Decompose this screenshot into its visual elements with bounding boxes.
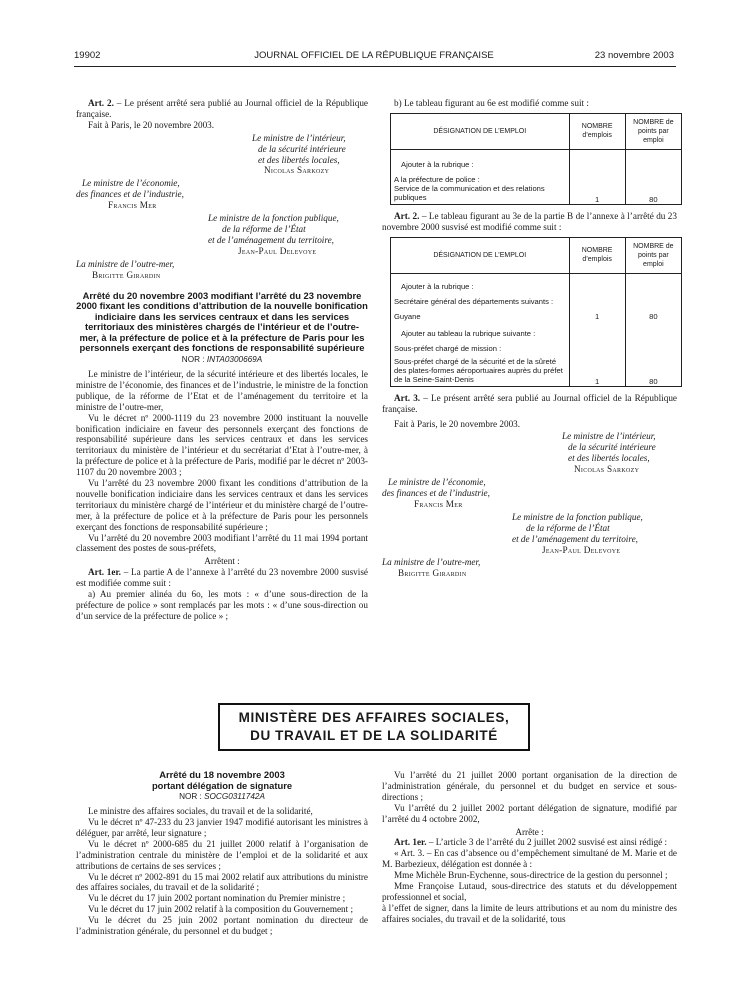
vu-paragraph: Vu le décret du 25 juin 2002 portant nomination du directeur de l’administration générale, du personnel et du budget ; <box>76 915 368 937</box>
table-row: Sous-préfet chargé de mission : <box>391 338 682 353</box>
col-header-emplois: NOMBRE d’emplois <box>569 113 625 149</box>
ministry-line-1: MINISTÈRE DES AFFAIRES SOCIALES, <box>238 710 510 725</box>
delegate-1: Mme Michèle Brun-Eychenne, sous-directrice de la gestion du personnel ; <box>394 870 668 881</box>
table-row: Sous-préfet chargé de la sécurité et de la sûreté des plates-formes aéroportuaires auprès du préfet de la Seine-Saint-Denis 1 80 <box>391 353 682 387</box>
arrete-title: Arrêté du 20 novembre 2003 modifiant l’arrêté du 23 novembre 2000 fixant les conditions d’attribution de la nouvelle bonification indiciaire dans les services centraux et dans les services territoriaux des ministères chargés de l’intérieur et de l’outre-mer, à la préfecture de police et à la préfecture de Paris pour les personnels exerçant des fonctions de responsabilité supérieure <box>76 289 368 354</box>
header-rule <box>74 66 676 67</box>
vu-paragraph: Vu l’arrêté du 21 juillet 2000 portant organisation de la direction de l’administration générale, du personnel et du budget en service et sous-directions ; <box>382 770 677 802</box>
art1-paragraph: Art. 1er. – L’article 3 de l’arrêté du 2 juillet 2002 susvisé est ainsi rédigé : <box>394 837 668 848</box>
preamble-paragraph: Le ministre des affaires sociales, du travail et de la solidarité, <box>88 806 313 817</box>
arretent: Arrêtent : <box>204 556 240 567</box>
col-header-points: NOMBRE de points par emploi <box>625 237 681 273</box>
nor-reference: NOR : INTA0300669A <box>181 355 263 365</box>
signature-interior: Le ministre de l’intérieur, de la sécurité intérieure et des libertés locales, Nicolas Sarkozy <box>252 132 346 176</box>
art3-paragraph: Art. 3. – Le présent arrêté sera publié au Journal officiel de la République française. <box>382 392 677 414</box>
table-row: Secrétaire général des départements suivants : <box>391 291 682 306</box>
point-a-paragraph: a) Au premier alinéa du 6o, les mots : « d’une sous-direction de la préfecture de police » sont remplacés par les mots : « d’une sous-direction ou d’un service de la préfecture de police » ; <box>76 589 368 621</box>
col-header-emplois: NOMBRE d’emplois <box>569 237 625 273</box>
header-date: 23 novembre 2003 <box>594 50 674 61</box>
running-header <box>74 50 674 66</box>
signature-interior: Le ministre de l’intérieur, de la sécurité intérieure et des libertés locales, Nicolas Sarkozy <box>562 431 656 475</box>
signature-fonction-publique: Le ministre de la fonction publique, de la réforme de l’État et de l’aménagement du territoire, Jean-Paul Delevoye <box>512 511 643 555</box>
vu-paragraph: Vu le décret nº 2000-1119 du 23 novembre 2000 instituant la nouvelle bonification indiciaire en faveur des personnels exerçant des fonctions de responsabilité supérieure dans les services centraux et dans les services territoriaux du ministère de l’intérieur et du secrétariat d’Etat à l’outre-mer, à la préfecture de police et à la préfecture de Paris, modifié par le décret nº 2003-1107 du 20 novembre 2003 ; <box>76 412 368 478</box>
point-b-paragraph: b) Le tableau figurant au 6e est modifié comme suit : <box>394 98 589 108</box>
right-column <box>382 98 677 579</box>
vu-paragraph: Vu l’arrêté du 23 novembre 2000 fixant les conditions d’attribution de la nouvelle bonification indiciaire dans les services centraux et dans les services territoriaux du ministère chargé de l’intérieur et du ministère chargé de l’outre-mer, à la préfecture de police et à la préfecture de Paris pour les personnels exerçant des fonctions de responsabilité supérieure ; <box>76 478 368 532</box>
page-number: 19902 <box>74 50 101 61</box>
employment-table-1 <box>390 113 682 205</box>
done-at: Fait à Paris, le 20 novembre 2003. <box>88 119 215 130</box>
nor-reference: NOR : SOCG0311742A <box>179 792 265 802</box>
col-header-designation: DÉSIGNATION DE L’EMPLOI <box>391 237 570 273</box>
preamble-paragraph: Le ministre de l’intérieur, de la sécurité intérieure et des libertés locales, le ministre de l’économie, des finances et de l’industrie, le ministre de la fonction publique, de la réforme de l’Etat et de l’aménagement du territoire et la ministre de l’outre-mer, <box>76 368 368 412</box>
signature-outremer: La ministre de l’outre-mer, Brigitte Girardin <box>382 557 481 579</box>
table-row: Service de la communication et des relations publiques 1 80 <box>391 184 682 205</box>
table-row: Ajouter au tableau la rubrique suivante : <box>391 321 682 338</box>
left-column <box>76 98 368 622</box>
vu-paragraph: Vu l’arrêté du 20 novembre 2003 modifiant l’arrêté du 11 mai 1994 portant classement des postes de sous-préfets, <box>76 532 368 554</box>
bottom-left-column <box>76 770 368 937</box>
col-header-designation: DÉSIGNATION DE L’EMPLOI <box>391 113 570 149</box>
table-row: Ajouter à la rubrique : <box>391 149 682 169</box>
col-header-points: NOMBRE de points par emploi <box>625 113 681 149</box>
art3-quote: « Art. 3. – En cas d’absence ou d’empêchement simultané de M. Marie et de M. Barbezieux, délégation est donnée à : <box>382 848 677 870</box>
vu-paragraph: Vu l’arrêté du 2 juillet 2002 portant délégation de signature, modifié par l’arrêté du 4 octobre 2002, <box>382 802 677 824</box>
vu-paragraph: Vu le décret nº 2000-685 du 21 juillet 2000 relatif à l’organisation de l’administration centrale du ministère de l’emploi et de la solidarité et aux attributions de certains de ses services ; <box>76 838 368 871</box>
ministry-header-box <box>218 703 530 751</box>
bottom-right-column <box>382 770 677 925</box>
signature-economy: Le ministre de l’économie, des finances et de l’industrie, Francis Mer <box>76 178 184 211</box>
signature-outremer: La ministre de l’outre-mer, Brigitte Girardin <box>76 258 175 280</box>
table-row: Ajouter à la rubrique : <box>391 273 682 291</box>
arrete: Arrête : <box>515 826 544 837</box>
vu-paragraph: Vu le décret nº 2002-891 du 15 mai 2002 relatif aux attributions du ministre des affaires sociales, du travail et de la solidarité ; <box>76 871 368 893</box>
art1-paragraph: Art. 1er. – La partie A de l’annexe à l’arrêté du 23 novembre 2000 susvisé est modifiée comme suit : <box>76 567 368 589</box>
art2-paragraph: Art. 2. – Le présent arrêté sera publié au Journal officiel de la République française. <box>76 98 368 119</box>
table-row: A la préfecture de police : <box>391 169 682 184</box>
employment-table-2 <box>390 237 682 387</box>
arrete-title: Arrêté du 18 novembre 2003 portant délégation de signature <box>151 769 293 791</box>
table-row: Guyane 1 80 <box>391 306 682 321</box>
signature-economy: Le ministre de l’économie, des finances et de l’industrie, Francis Mer <box>382 477 490 509</box>
delegate-2: Mme Françoise Lutaud, sous-directrice des statuts et du développement professionnel et social, <box>382 881 677 902</box>
signature-fonction-publique: Le ministre de la fonction publique, de la réforme de l’État et de l’aménagement du territoire, Jean-Paul Delevoye <box>208 213 339 256</box>
journal-title: JOURNAL OFFICIEL DE LA RÉPUBLIQUE FRANÇAISE <box>254 50 494 61</box>
vu-paragraph: Vu le décret du 17 juin 2002 relatif à la composition du Gouvernement ; <box>88 904 354 915</box>
ministry-line-2: DU TRAVAIL ET DE LA SOLIDARITÉ <box>250 728 498 743</box>
vu-paragraph: Vu le décret nº 47-233 du 23 janvier 1947 modifié autorisant les ministres à déléguer, par arrêté, leur signature ; <box>76 817 368 838</box>
art2-paragraph: Art. 2. – Le tableau figurant au 3e de la partie B de l’annexe à l’arrêté du 23 novembre 2000 susvisé est modifié comme suit : <box>382 210 677 232</box>
delegation-scope: à l’effet de signer, dans la limite de leurs attributions et au nom du ministre des affaires sociales, du travail et de la solidarité, tous <box>382 902 677 924</box>
vu-paragraph: Vu le décret du 17 juin 2002 portant nomination du Premier ministre ; <box>88 893 346 904</box>
done-at: Fait à Paris, le 20 novembre 2003. <box>394 418 521 429</box>
